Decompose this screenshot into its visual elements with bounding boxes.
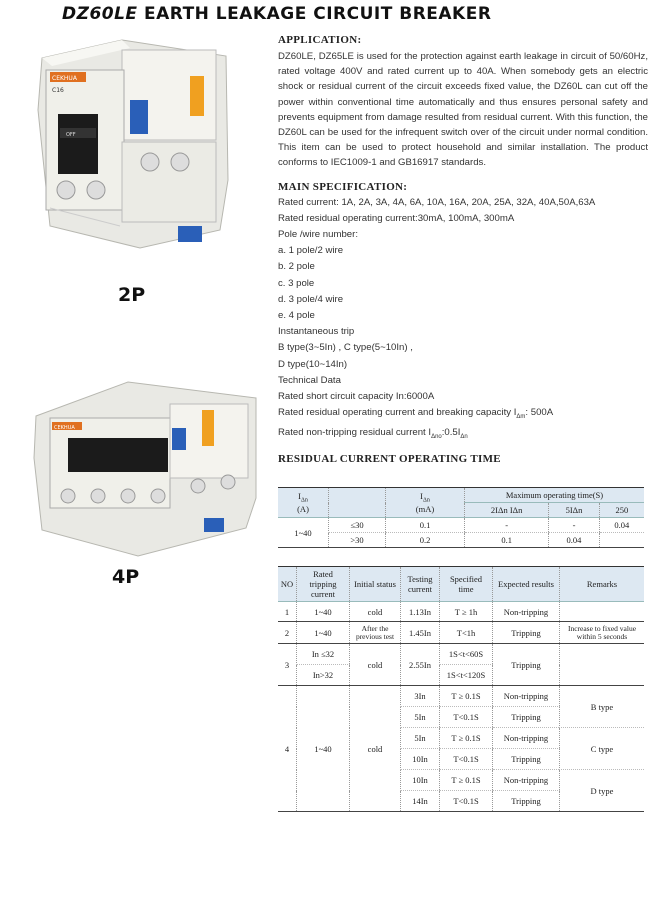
spec-line: Rated residual operating current:30mA, 100mA, 300mA	[278, 212, 515, 224]
non-tripping-line: Rated non-tripping residual current $I_{\Delta no}:0.5I_{\Delta n}$	[278, 427, 468, 441]
spec-line: e. 4 pole	[278, 310, 315, 322]
spec-line: c. 3 pole	[278, 277, 315, 289]
spec-list	[278, 195, 648, 446]
spec-line: Technical Data	[278, 374, 341, 386]
residual-table-heading: RESIDUAL CURRENT OPERATING TIME	[278, 453, 501, 466]
caption-2p: 2P	[118, 284, 146, 306]
table-subheader-row: 2IΔn IΔn 5IΔn 250	[278, 503, 644, 518]
table-row: 14In T<0.1S Tripping	[278, 791, 644, 812]
table-row: 3 In ≤32 cold 2.55In 1S<t<60S Tripping	[278, 644, 644, 665]
spec-line: Instantaneous trip	[278, 326, 355, 338]
spec-line: Rated current: 1A, 2A, 3A, 4A, 6A, 10A, 16A, 20A, 25A, 32A, 40A,50A,63A	[278, 196, 596, 208]
table-row: 4 1~40 cold 3In T ≥ 0.1S Non-tripping B type	[278, 686, 644, 707]
page-title	[62, 4, 491, 24]
residual-time-table	[278, 488, 644, 548]
spec-line: b. 2 pole	[278, 261, 315, 273]
table-row: In>32 1S<t<120S	[278, 665, 644, 686]
spec-line: d. 3 pole/4 wire	[278, 293, 344, 305]
caption-4p: 4P	[112, 566, 140, 588]
application-heading: APPLICATION:	[278, 34, 362, 46]
table-row: 5In T ≥ 0.1S Non-tripping C type	[278, 728, 644, 749]
rating-label: C16	[52, 87, 64, 94]
table-row: 2 1~40 After the previous test 1.45In T<1h Tripping Increase to fixed value within 5 seconds	[278, 622, 644, 644]
table-header-row: $I_{\Delta n}$ (A) $I_{\Delta n}$ (mA) Maximum operating time(S)	[278, 488, 644, 503]
brand-label: CEKHUA	[52, 75, 77, 82]
svg-text:OFF: OFF	[66, 132, 76, 138]
table-row: 10In T ≥ 0.1S Non-tripping D type	[278, 770, 644, 791]
spec-line: Pole /wire number:	[278, 229, 358, 241]
spec-line: B type(3~5In) , C type(5~10In) ,	[278, 342, 413, 354]
table-row: 1~40 ≤30 0.1 - - 0.04	[278, 518, 644, 533]
main-spec-heading: MAIN SPECIFICATION:	[278, 180, 408, 193]
residual-breaking-line: Rated residual operating current and breaking capacity $I_{\Delta m}$: 500A	[278, 407, 554, 421]
table-row: 10In T<0.1S Tripping	[278, 749, 644, 770]
svg-text:CEKHUA: CEKHUA	[54, 425, 75, 431]
spec-line: a. 1 pole/2 wire	[278, 245, 344, 257]
test-table	[278, 567, 644, 812]
breaker-4p-image	[28, 368, 260, 560]
spec-line: D type(10~14In)	[278, 358, 348, 370]
breaker-2p-image	[30, 30, 230, 262]
spec-line: Rated short circuit capacity In:6000A	[278, 391, 435, 403]
text-column	[278, 34, 648, 465]
table-row: >30 0.2 0.1 0.04	[278, 533, 644, 548]
table-row: 1 1~40 cold 1.13In T ≥ 1h Non-tripping	[278, 602, 644, 622]
model-name: DZ60LE	[62, 4, 138, 24]
table-header-row: NO Rated tripping current Initial status Testing current Specified time Expected results Remarks	[278, 567, 644, 602]
title-text: EARTH LEAKAGE CIRCUIT BREAKER	[143, 4, 492, 24]
application-text: DZ60LE, DZ65LE is used for the protection against earth leakage in circuit of 50/60Hz, rated voltage 400V and rated current up to 40A. When somebody gets an electric shock or residual current of the circuit exceeds fixed value, the DZ60L can cut off the power within conventional time automatically and thus ensures personal safety and prevents equipment from damage resulted from residual current. With this function, the DZ60L can be used for the infrequent switch over of the circuit under normal condition. This item can be used to protect household and similar installation. The product conforms to IEC1009-1 and GB16917 standards.	[278, 51, 648, 169]
table-row: 5In T<0.1S Tripping	[278, 707, 644, 728]
